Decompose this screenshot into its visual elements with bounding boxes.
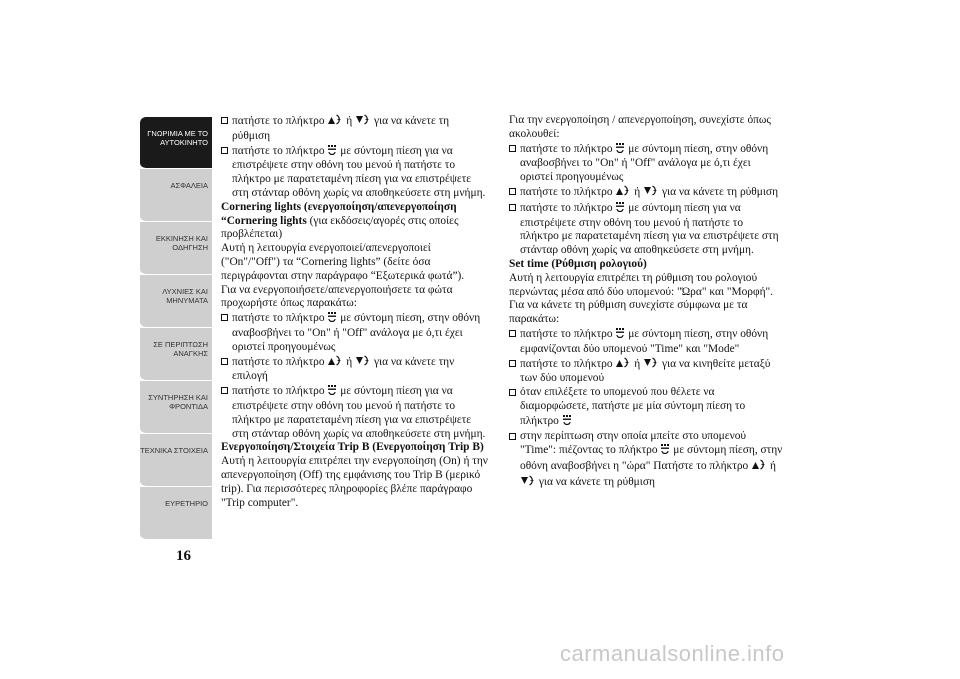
text: πατήστε το πλήκτρο [520,327,613,340]
paragraph: Αυτή η λειτουργία επιτρέπει τη ρύθμιση του ρολογιού περνώντας μέσα από δύο υπομενού: "Ώρα" και "Μορφή". [509,271,774,298]
arrow-down-minus-icon [355,355,371,371]
text: για να κινηθείτε μεταξύ των δύο υπομενού [520,357,771,385]
tab-maintenance[interactable]: ΣΥΝΤΗΡΗΣΗ ΚΑΙ ΦΡΟΝΤΙΔΑ [140,381,212,434]
list-item [221,355,489,385]
text: με σύντομη πίεση, στην οθόνη αναβοσβήνει η "ώρα" Πατήστε το πλήκτρο [520,444,783,473]
list-item [221,114,489,144]
menu-esc-icon [660,443,670,459]
text: (για εκδόσεις/αγορές στις οποίες προβλέπεται) [221,214,459,241]
menu-esc-icon [615,201,625,217]
text: ή [634,185,641,198]
menu-esc-icon [327,384,337,400]
list-item [221,144,489,201]
text: με σύντομη πίεση, στην οθόνη εμφανίζονται δύο υπομενού "Time" και "Mode" [520,327,769,355]
arrow-up-plus-icon [751,459,767,475]
text: με σύντομη πίεση, στην οθόνη αναβοσβήνει το "On" ή "Off" ανάλογα με ό,τι έχει οριστεί προηγουμένως [232,312,481,353]
menu-esc-icon [562,414,572,430]
paragraph: Αυτή η λειτουργία επιτρέπει την ενεργοποίηση (On) ή την απενεργοποίηση (Off) της εμφάνισης του Trip B (μερικό trip). Για περισσότερες πληροφορίες βλέπε παράγραφο "Trip computer". [221,455,488,509]
text: πατήστε το πλήκτρο [232,115,325,127]
arrow-up-plus-icon [327,355,343,371]
arrow-down-minus-icon [643,357,659,373]
arrow-up-plus-icon [615,357,631,373]
text: ή [634,357,641,370]
text: για να κάνετε τη ρύθμιση [232,115,450,142]
menu-esc-icon [327,144,337,160]
page-number: 16 [176,548,191,564]
section-heading [221,201,489,242]
paragraph: Για την ενεργοποίηση / απενεργοποίηση, συνεχίστε όπως ακολουθεί: [509,114,771,140]
text: πατήστε το πλήκτρο [232,144,325,157]
list-item [509,327,784,357]
text: για να κάνετε τη ρύθμιση [538,475,655,488]
tab-safety[interactable]: ΑΣΦΑΛΕΙΑ [140,169,212,222]
text: ή [346,115,353,127]
section-heading: Ενεργοποίηση/Στοιχεία Trip B (Ενεργοποίηση Trip B) [221,441,484,454]
list-item [509,185,784,201]
tab-warning-lights[interactable]: ΛΥΧΝΙΕΣ ΚΑΙ ΜΗΝΥΜΑΤΑ [140,275,212,328]
arrow-down-minus-icon [643,185,659,201]
list-item [509,201,784,258]
text: με σύντομη πίεση για να επιστρέψετε στην οθόνη του μενού ή πατήστε το πλήκτρο με παρατεταμένη πίεση για να επιστρέψετε στη στάνταρ οθόνη χωρίς να αποθηκεύσετε στη μνήμη. [232,144,486,199]
chapter-sidebar [140,117,212,540]
arrow-down-minus-icon [520,475,536,491]
text: στην περίπτωση στην οποία μπείτε στο υπομενού "Time": πιέζοντας το πλήκτρο [520,429,747,457]
tab-getting-to-know[interactable]: ΓΝΩΡΙΜΙΑ ΜΕ ΤΟ ΑΥΤΟΚΙΝΗΤΟ [140,117,212,169]
text: ή [346,355,353,368]
text: με σύντομη πίεση, στην οθόνη αναβοσβήνει το "On" ή "Off" ανάλογα με ό,τι έχει οριστεί προηγουμένως [520,142,769,184]
watermark: carmanualsonline.info [560,641,785,666]
arrow-up-plus-icon [615,185,631,201]
text-column-left [221,114,489,510]
text: με σύντομη πίεση για να επιστρέψετε στην οθόνη του μενού ή πατήστε το πλήκτρο με παρατεταμένη πίεση για να επιστρέψετε στη στάνταρ οθόνη χωρίς να αποθηκεύσετε στη μνήμη. [232,385,486,440]
text: πατήστε το πλήκτρο [232,355,325,368]
list-item [221,311,489,354]
text: όταν επιλέξετε το υπομενού που θέλετε να διαμορφώσετε, πατήστε με μία σύντομη πίεση το πλήκτρο [520,386,746,427]
menu-esc-icon [615,142,625,158]
list-item [509,357,784,387]
text: ή [769,460,776,473]
list-item [509,386,784,429]
paragraph: Αυτή η λειτουργία ενεργοποιεί/απενεργοποιεί ("On"/"Off") τα “Cornering lights” (δείτε όσα περιγράφονται στην παράγραφο “Εξωτερικά φωτά”). [221,242,465,282]
arrow-down-minus-icon [355,114,371,130]
text: για να κάνετε τη ρύθμιση [661,185,779,198]
text: πατήστε το πλήκτρο [232,312,325,325]
arrow-up-plus-icon [327,114,343,130]
tab-starting-driving[interactable]: ΕΚΚΙΝΗΣΗ ΚΑΙ ΟΔΗΓΗΣΗ [140,222,212,275]
text: με σύντομη πίεση για να επιστρέψετε στην οθόνη του μενού ή πατήστε το πλήκτρο με παρατεταμένη πίεση για να επιστρέψετε στη στάνταρ οθόνη χωρίς να αποθηκεύσετε στη μνήμη. [520,201,779,257]
text: πατήστε το πλήκτρο [232,385,325,398]
section-heading: Set time (Ρύθμιση ρολογιού) [509,257,647,270]
text: πατήστε το πλήκτρο [520,142,613,155]
text: πατήστε το πλήκτρο [520,357,613,370]
text: για να κάνετε την επιλογή [232,355,455,383]
text: πατήστε το πλήκτρο [520,185,613,198]
menu-esc-icon [615,327,625,343]
menu-esc-icon [327,311,337,327]
list-item [509,430,784,491]
paragraph: Για να κάνετε τη ρύθμιση συνεχίστε σύμφωνα με τα παρακάτω: [509,299,748,326]
text-column-right [509,114,784,491]
tab-emergency[interactable]: ΣΕ ΠΕΡΙΠΤΩΣΗ ΑΝΑΓΚΗΣ [140,328,212,381]
heading-bold: Cornering lights (ενεργοποίηση/απενεργοποίηση “Cornering lights [221,200,457,227]
list-item [221,384,489,441]
text: πατήστε το πλήκτρο [520,201,613,214]
paragraph: Για να ενεργοποιήσετε/απενεργοποιήσετε τα φώτα προχωρήστε όπως παρακάτω: [221,283,453,310]
tab-index[interactable]: ΕΥΡΕΤΗΡΙΟ [140,487,212,540]
tab-technical-data[interactable]: ΤΕΧΝΙΚΑ ΣΤΟΙΧΕΙΑ [140,434,212,487]
list-item [509,142,784,185]
